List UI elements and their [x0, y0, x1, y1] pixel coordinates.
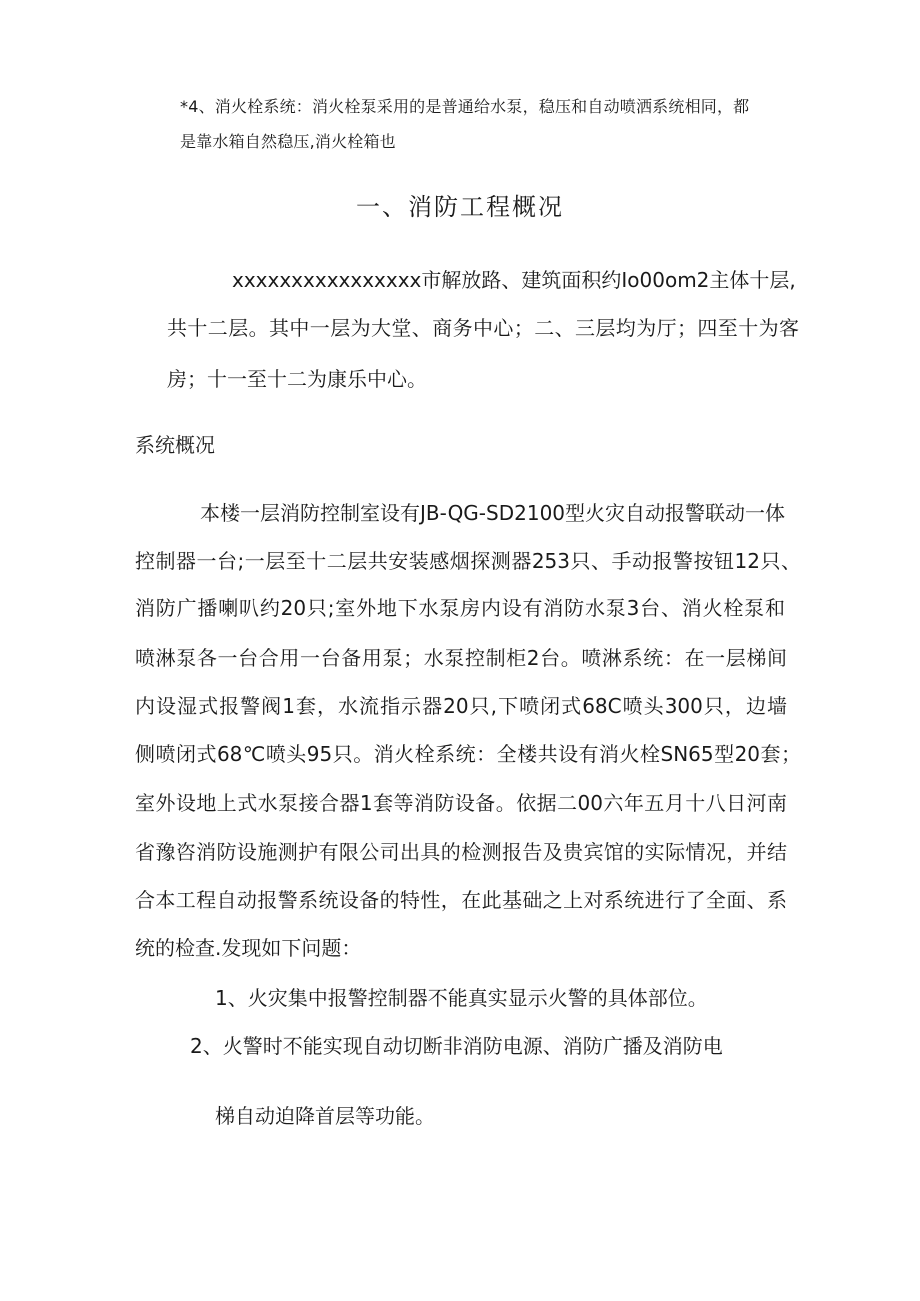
- system-line-10: 统的检查.发现如下问题：: [135, 936, 362, 960]
- subsection-title: 系统概况: [135, 433, 215, 457]
- system-line-9: 合本工程自动报警系统设备的特性，在此基础之上对系统进行了全面、系: [135, 888, 787, 912]
- note-line-2: 是靠水箱自然稳压,消火栓箱也: [180, 132, 396, 151]
- system-line-5: 内设湿式报警阀1套，水流指示器20只,下喷闭式68C喷头300只，边墙: [135, 694, 787, 718]
- system-line-8: 省豫咨消防设施测护有限公司出具的检测报告及贵宾馆的实际情况，并结: [135, 840, 787, 864]
- section-title: 一、消防工程概况: [356, 193, 564, 221]
- issue-item-2: 2、火警时不能实现自动切断非消防电源、消防广播及消防电: [190, 1034, 723, 1058]
- system-line-2: 控制器一台;一层至十二层共安装感烟探测器253只、手动报警按钮12只、: [135, 549, 801, 573]
- issue-item-2-continued: 梯自动迫降首层等功能。: [215, 1104, 435, 1128]
- overview-line-2: 共十二层。其中一层为大堂、商务中心；二、三层均为厅；四至十为客: [167, 316, 799, 340]
- note-line-1: *4、消火栓系统：消火栓泵采用的是普通给水泵，稳压和自动喷洒系统相同，都: [180, 97, 750, 116]
- system-line-4: 喷淋泵各一台合用一台备用泵；水泵控制柜2台。喷淋系统：在一层梯间: [135, 646, 787, 670]
- system-line-7: 室外设地上式水泵接合器1套等消防设备。依据二00六年五月十八日河南: [135, 791, 787, 815]
- issue-item-1: 1、火灾集中报警控制器不能真实显示火警的具体部位。: [215, 986, 708, 1010]
- overview-line-3: 房；十一至十二为康乐中心。: [167, 367, 427, 391]
- system-line-6: 侧喷闭式68℃喷头95只。消火栓系统：全楼共设有消火栓SN65型20套；: [135, 742, 801, 766]
- system-line-3: 消防广播喇叭约20只;室外地下水泵房内设有消防水泵3台、消火栓泵和: [135, 596, 785, 620]
- system-line-1: 本楼一层消防控制室设有JB-QG-SD2100型火灾自动报警联动一体: [200, 501, 786, 525]
- overview-line-1: xxxxxxxxxxxxxxxx市解放路、建筑面积约Io00om2主体十层,: [232, 268, 796, 292]
